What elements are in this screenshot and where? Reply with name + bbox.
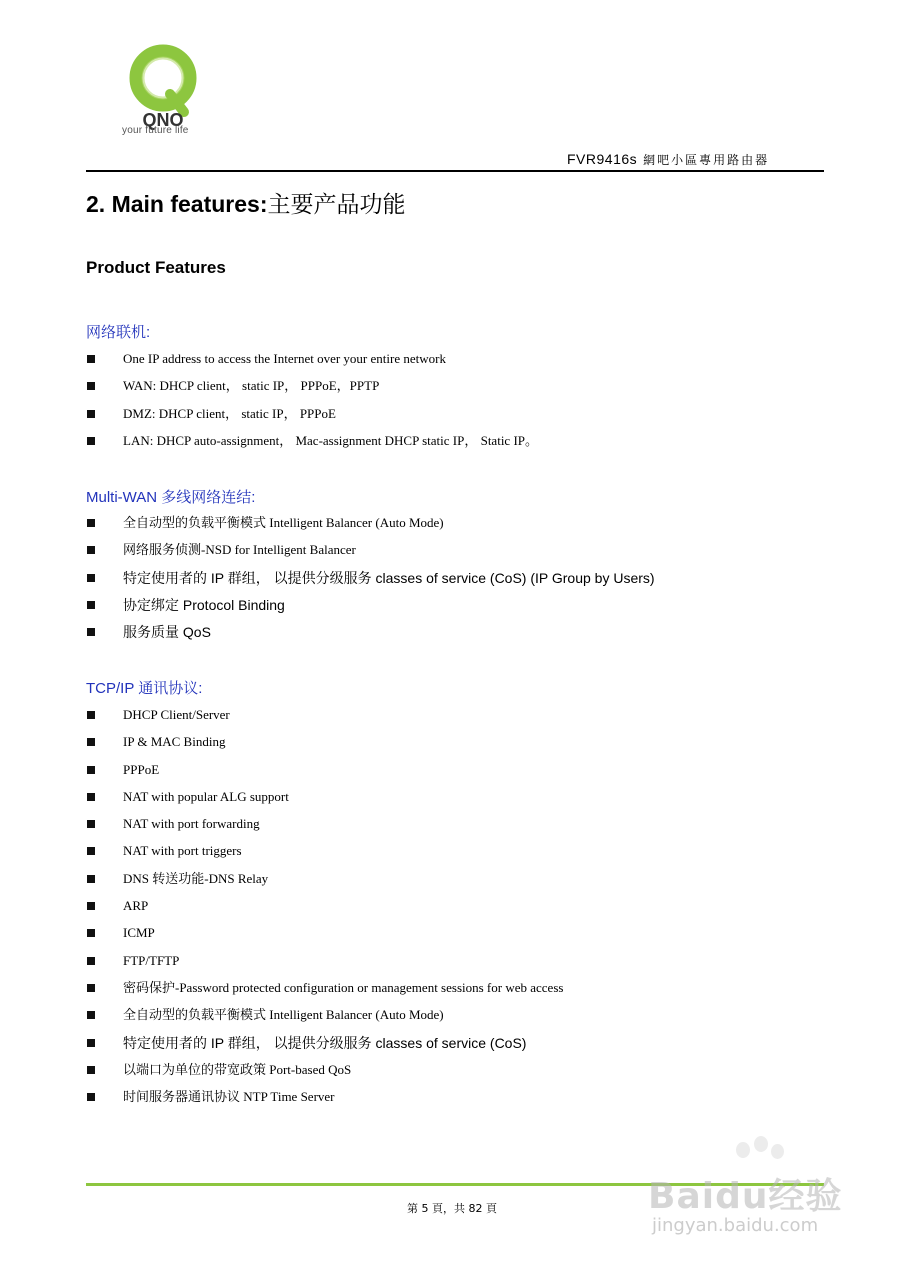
list-item: DMZ: DHCP client， static IP， PPPoE — [86, 404, 538, 431]
list-item: NAT with popular ALG support — [86, 787, 563, 814]
list-item: DHCP Client/Server — [86, 705, 563, 732]
list-item: NAT with port triggers — [86, 841, 563, 868]
bullet-icon — [87, 957, 95, 965]
section-title: Product Features — [86, 258, 226, 277]
feature-list-networking — [86, 349, 538, 458]
header-model — [567, 151, 769, 168]
logo-tagline: your future life — [122, 125, 189, 136]
list-item: 全自动型的负载平衡模式 Intelligent Balancer (Auto Mode) — [86, 513, 655, 540]
group-heading-multiwan: Multi-WAN 多线网络连结: — [86, 489, 256, 506]
bullet-icon — [87, 519, 95, 527]
list-item: WAN: DHCP client， static IP， PPPoE，PPTP — [86, 376, 538, 403]
page-title — [86, 186, 406, 219]
bullet-icon — [87, 1039, 95, 1047]
list-item: 服务质量 QoS — [86, 622, 655, 649]
list-item: 时间服务器通讯协议 NTP Time Server — [86, 1087, 563, 1114]
bullet-icon — [87, 738, 95, 746]
bullet-icon — [87, 410, 95, 418]
list-item: PPPoE — [86, 760, 563, 787]
model-description: 網吧小區專用路由器 — [643, 153, 770, 167]
group-heading-networking: 网络联机: — [86, 324, 151, 341]
list-item: 协定绑定 Protocol Binding — [86, 595, 655, 622]
list-item: 网络服务侦测-NSD for Intelligent Balancer — [86, 540, 655, 567]
list-item: FTP/TFTP — [86, 951, 563, 978]
qno-logo — [118, 42, 208, 138]
bullet-icon — [87, 1093, 95, 1101]
feature-list-multiwan — [86, 513, 655, 649]
watermark-brand: Baidu经验 — [648, 1176, 843, 1217]
bullet-icon — [87, 546, 95, 554]
watermark-url: jingyan.baidu.com — [652, 1215, 819, 1236]
bullet-icon — [87, 628, 95, 636]
list-item: DNS 转送功能-DNS Relay — [86, 869, 563, 896]
page-title-cn: 主要产品功能 — [267, 192, 406, 218]
list-item: IP & MAC Binding — [86, 732, 563, 759]
list-item: LAN: DHCP auto-assignment， Mac-assignment DHCP static IP， Static IP。 — [86, 431, 538, 458]
feature-list-tcpip — [86, 705, 563, 1114]
list-item: One IP address to access the Internet over your entire network — [86, 349, 538, 376]
bullet-icon — [87, 382, 95, 390]
model-name: FVR9416s — [567, 151, 638, 167]
bullet-icon — [87, 437, 95, 445]
bullet-icon — [87, 601, 95, 609]
bullet-icon — [87, 984, 95, 992]
list-item: NAT with port forwarding — [86, 814, 563, 841]
bullet-icon — [87, 793, 95, 801]
bullet-icon — [87, 711, 95, 719]
bullet-icon — [87, 875, 95, 883]
header-divider — [86, 170, 824, 172]
bullet-icon — [87, 766, 95, 774]
list-item: 全自动型的负载平衡模式 Intelligent Balancer (Auto Mode) — [86, 1005, 563, 1032]
list-item: 密码保护-Password protected configuration or management sessions for web access — [86, 978, 563, 1005]
group-heading-tcpip: TCP/IP 通讯协议: — [86, 680, 203, 697]
list-item: 特定使用者的 IP 群组， 以提供分级服务 classes of service (CoS) — [86, 1033, 563, 1060]
list-item: ICMP — [86, 923, 563, 950]
list-item: ARP — [86, 896, 563, 923]
bullet-icon — [87, 574, 95, 582]
bullet-icon — [87, 929, 95, 937]
svg-text:QNO: QNO — [142, 110, 184, 130]
list-item: 特定使用者的 IP 群组， 以提供分级服务 classes of service (CoS) (IP Group by Users) — [86, 568, 655, 595]
bullet-icon — [87, 1011, 95, 1019]
bullet-icon — [87, 1066, 95, 1074]
bullet-icon — [87, 355, 95, 363]
bullet-icon — [87, 847, 95, 855]
paw-icon — [736, 1142, 750, 1158]
page-title-en: 2. Main features: — [86, 191, 268, 217]
bullet-icon — [87, 820, 95, 828]
list-item: 以端口为单位的带宽政策 Port-based QoS — [86, 1060, 563, 1087]
page-number: 第 5 頁，共 82 頁 — [407, 1202, 497, 1215]
bullet-icon — [87, 902, 95, 910]
